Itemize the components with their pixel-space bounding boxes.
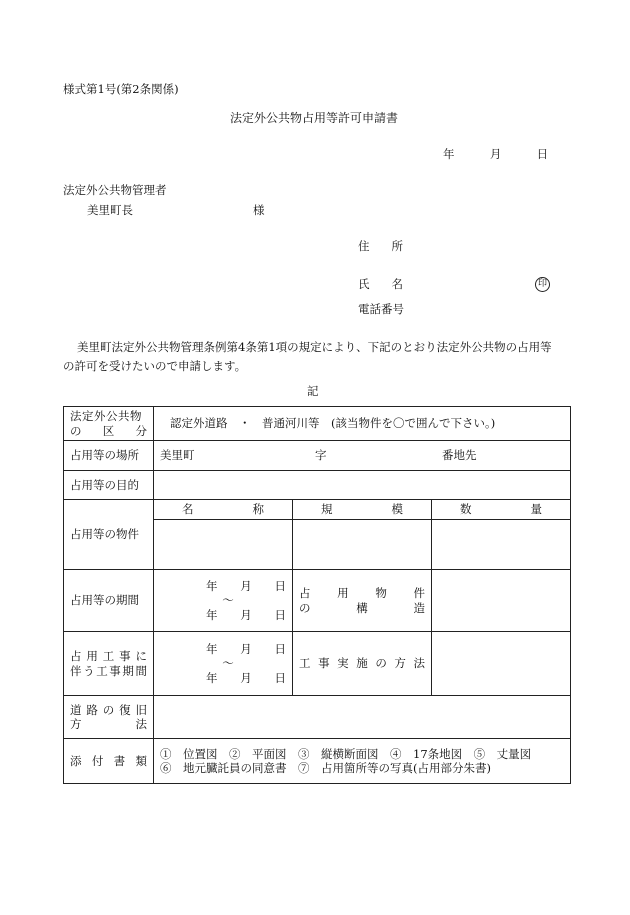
method-value[interactable] — [432, 632, 571, 696]
period-dates: 年 月 日 ～ 年 月 日 — [154, 570, 293, 632]
body-text-line1: 美里町法定外公共物管理条例第4条第1項の規定により、下記のとおり法定外公共物の占用等 — [77, 340, 552, 354]
purpose-value[interactable] — [154, 471, 571, 500]
form-number: 様式第1号(第2条関係) — [63, 82, 179, 96]
row-attachments — [64, 739, 571, 784]
row-objects-header — [64, 500, 571, 520]
objects-name-cell[interactable] — [154, 520, 293, 570]
header-quantity: 数 量 — [432, 500, 571, 520]
attachments-value — [154, 739, 571, 784]
date-line — [443, 149, 548, 161]
ki-heading: 記 — [307, 384, 319, 398]
period-label: 占用等の期間 — [64, 570, 154, 632]
location-label: 占用等の場所 — [64, 441, 154, 471]
objects-quantity-cell[interactable] — [432, 520, 571, 570]
structure-label: 占 用 物 件 の 構 造 — [293, 570, 432, 632]
row-purpose — [64, 471, 571, 500]
header-name: 名 称 — [154, 500, 293, 520]
category-label: 法定外公共物 の 区 分 — [64, 407, 154, 441]
application-table — [63, 406, 571, 784]
purpose-label: 占用等の目的 — [64, 471, 154, 500]
restoration-value[interactable] — [154, 696, 571, 739]
address-label: 住 所 — [358, 239, 403, 253]
mayor-label: 美里町長 — [87, 203, 133, 217]
date-month: 月 — [489, 147, 502, 161]
row-category — [64, 407, 571, 441]
manager-label: 法定外公共物管理者 — [63, 183, 167, 197]
row-location — [64, 441, 571, 471]
name-label: 氏 名 — [358, 277, 403, 291]
row-period — [64, 570, 571, 632]
date-day: 日 — [536, 147, 549, 161]
page-title: 法定外公共物占用等許可申請書 — [230, 111, 399, 125]
structure-value[interactable] — [432, 570, 571, 632]
attachments-line1: ① 位置図 ② 平面図 ③ 縦横断面図 ④ 17条地図 ⑤ 丈量図 — [160, 746, 532, 761]
method-label: 工 事 実 施 の 方 法 — [293, 632, 432, 696]
body-text-line2: の許可を受けたいので申請します。 — [63, 359, 247, 373]
header-scale: 規 模 — [293, 500, 432, 520]
construction-label: 占 用 工 事 に 伴 う 工 事 期 間 — [64, 632, 154, 696]
row-construction — [64, 632, 571, 696]
attachments-label: 添 付 書 類 — [64, 739, 154, 784]
seal-mark: 印 — [535, 277, 550, 292]
location-value: 美里町 字 番地先 — [154, 441, 571, 471]
objects-scale-cell[interactable] — [293, 520, 432, 570]
attachments-line2: ⑥ 地元臓託員の同意書 ⑦ 占用箇所等の写真(占用部分朱書) — [160, 761, 491, 775]
category-value: 認定外道路 ・ 普通河川等 (該当物件を〇で囲んで下さい。) — [154, 407, 571, 441]
restoration-label: 道 路 の 復 旧 方 法 — [64, 696, 154, 739]
construction-dates: 年 月 日 ～ 年 月 日 — [154, 632, 293, 696]
phone-label: 電話番号 — [358, 302, 404, 316]
date-year: 年 — [443, 147, 455, 161]
objects-label: 占用等の物件 — [64, 500, 154, 570]
row-restoration — [64, 696, 571, 739]
honorific: 様 — [253, 203, 265, 217]
